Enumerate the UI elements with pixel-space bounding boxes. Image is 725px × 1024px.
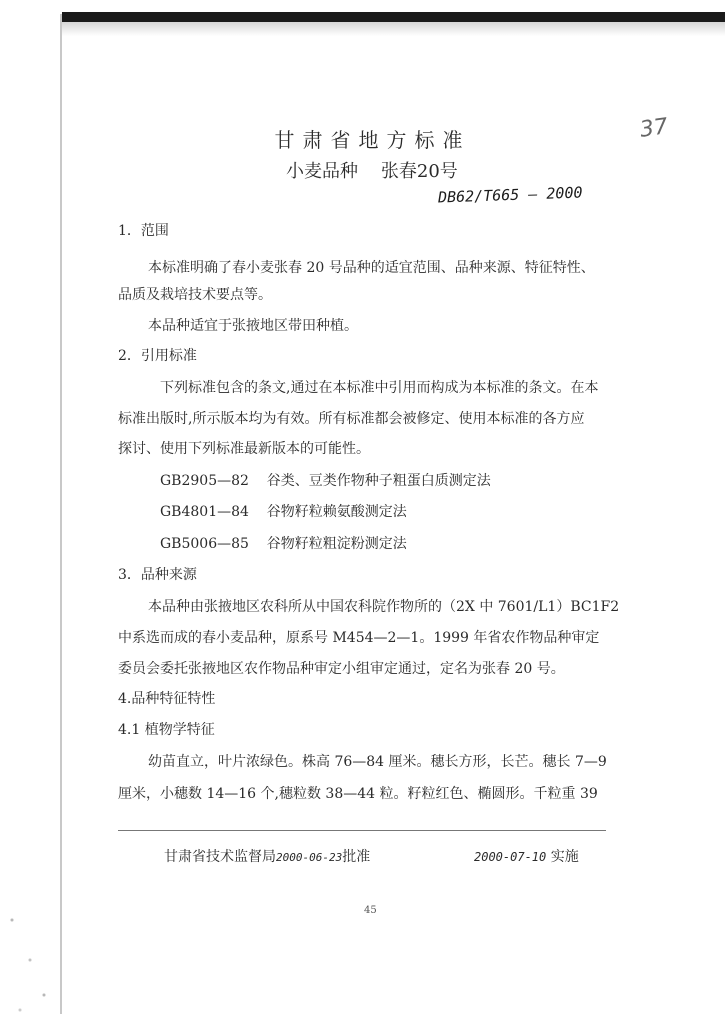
footer-divider	[118, 830, 606, 831]
document-title: 甘肃省地方标准	[274, 128, 471, 152]
scan-top-shadow	[62, 22, 725, 36]
section-4-heading: 4.品种特征特性	[118, 691, 216, 707]
section-1-paragraph-2: 本品种适宜于张掖地区带田种植。	[148, 318, 358, 334]
section-3-paragraph-line: 委员会委托张掖地区农作物品种审定小组审定通过，定名为张春 20 号。	[118, 661, 565, 677]
implementation-statement	[474, 846, 579, 866]
page-number: 45	[364, 905, 377, 916]
section-1-paragraph-line: 本标准明确了春小麦张春 20 号品种的适宜范围、品种来源、特征特性、	[148, 260, 595, 276]
section-3-paragraph-line: 中系选而成的春小麦品种，原系号 M454—2—1。1999 年省农作物品种审定	[118, 630, 600, 646]
standard-code-handwritten: DB62/T665 — 2000	[437, 183, 583, 207]
corner-page-mark: 37	[638, 114, 670, 143]
approval-authority: 甘肃省技术监督局	[164, 849, 276, 865]
scan-speckle	[0, 900, 60, 1024]
approval-date-handwritten: 2000-06-23	[276, 851, 343, 864]
section-1-heading: 1．范围	[118, 223, 169, 239]
section-2-paragraph-line: 下列标准包含的条文,通过在本标准中引用而构成为本标准的条文。在本	[160, 380, 599, 396]
implementation-date-handwritten: 2000-07-10	[474, 850, 547, 864]
reference-standard-item: GB4801—84 谷物籽粒赖氨酸测定法	[160, 504, 407, 520]
section-2-paragraph-line: 标准出版时,所示版本均为有效。所有标准都会被修定、使用本标准的各方应	[118, 411, 585, 427]
section-4-1-paragraph-line: 幼苗直立，叶片浓绿色。株高 76—84 厘米。穗长方形，长芒。穗长 7—9	[148, 754, 607, 770]
section-2-paragraph-line: 探讨、使用下列标准最新版本的可能性。	[118, 441, 370, 457]
section-4-1-heading: 4.1 植物学特征	[118, 722, 215, 738]
section-1-paragraph-line: 品质及栽培技术要点等。	[118, 287, 272, 303]
reference-standard-item: GB2905—82 谷类、豆类作物种子粗蛋白质测定法	[160, 473, 491, 489]
section-3-heading: 3．品种来源	[118, 567, 197, 583]
scan-left-edge	[60, 14, 62, 1014]
section-3-paragraph-line: 本品种由张掖地区农科所从中国农科院作物所的（2X 中 7601/L1）BC1F2	[148, 599, 620, 615]
scan-top-border	[62, 12, 725, 22]
reference-standard-item: GB5006—85 谷物籽粒粗淀粉测定法	[160, 536, 407, 552]
document-subtitle: 小麦品种 张春20号	[286, 161, 458, 182]
approval-suffix: 批准	[342, 849, 371, 865]
section-2-heading: 2．引用标准	[118, 348, 197, 364]
implementation-suffix: 实施	[550, 849, 579, 865]
section-4-1-paragraph-line: 厘米，小穗数 14—16 个,穗粒数 38—44 粒。籽粒红色、椭圆形。千粒重 39	[118, 786, 598, 802]
approval-statement	[164, 846, 370, 866]
